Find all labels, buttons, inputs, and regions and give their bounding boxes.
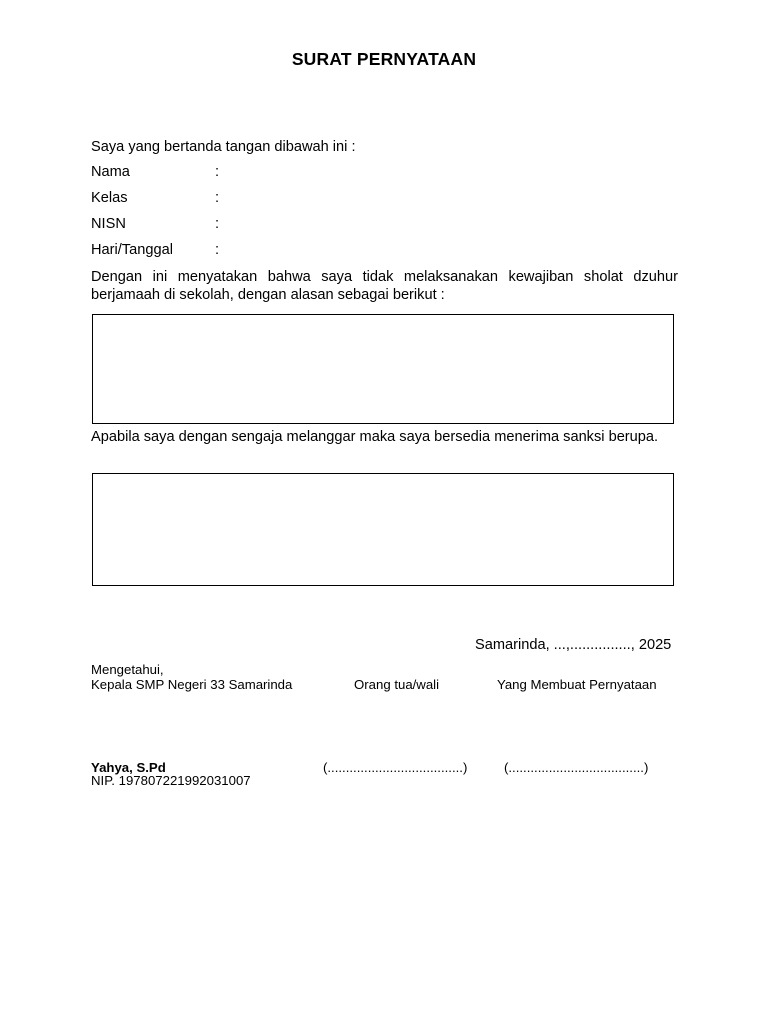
parent-role: Orang tua/wali xyxy=(354,677,440,692)
student-signature-blank: (.....................................) xyxy=(504,760,649,775)
field-nisn-colon: : xyxy=(215,216,220,232)
field-name-colon: : xyxy=(215,164,220,180)
statement-paragraph: Dengan ini menyatakan bahwa saya tidak melaksanakan kewajiban sholat dzuhur berjamaah di sekolah, dengan alasan sebagai berikut : xyxy=(91,269,678,303)
field-name-label: Nama xyxy=(91,164,130,180)
field-class-colon: : xyxy=(215,190,220,206)
field-date-label: Hari/Tanggal xyxy=(91,242,173,258)
sanction-box[interactable] xyxy=(92,473,674,586)
reason-box[interactable] xyxy=(92,314,674,424)
field-date-colon: : xyxy=(215,242,220,258)
place-date: Samarinda, ...,..............., 2025 xyxy=(475,637,672,653)
principal-name: Yahya, S.Pd xyxy=(91,760,166,775)
parent-signature-blank: (.....................................) xyxy=(323,760,468,775)
sanction-paragraph: Apabila saya dengan sengaja melanggar maka saya bersedia menerima sanksi berupa. xyxy=(91,429,659,445)
principal-nip: NIP. 197807221992031007 xyxy=(91,773,251,788)
intro-text: Saya yang bertanda tangan dibawah ini : xyxy=(91,139,356,155)
principal-role: Kepala SMP Negeri 33 Samarinda xyxy=(91,677,293,692)
acknowledge-label: Mengetahui, xyxy=(91,662,164,677)
document-title: SURAT PERNYATAAN xyxy=(291,49,477,69)
student-role: Yang Membuat Pernyataan xyxy=(497,677,657,692)
field-nisn-label: NISN xyxy=(91,216,126,232)
field-class-label: Kelas xyxy=(91,190,128,206)
